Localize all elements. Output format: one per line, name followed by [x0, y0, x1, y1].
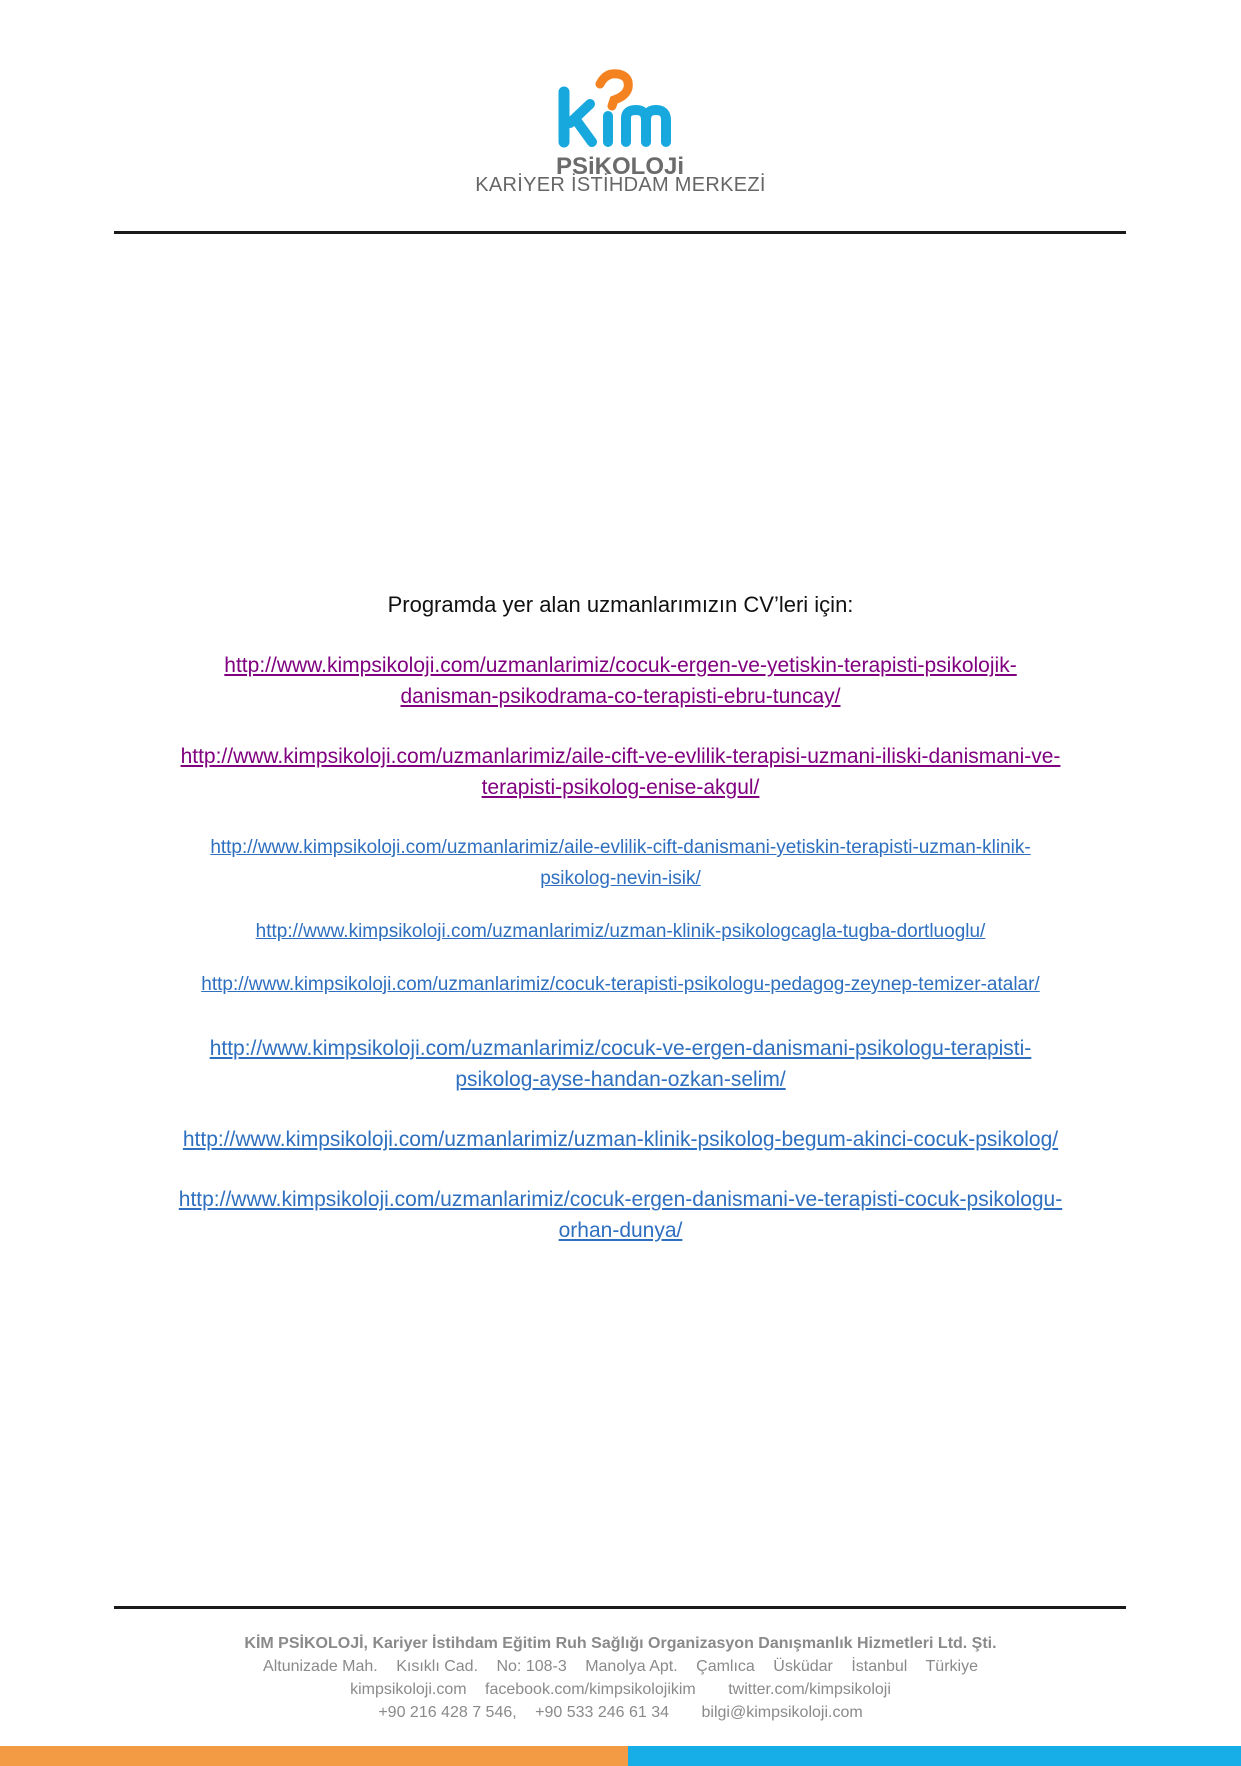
footer-social: [0, 1678, 1241, 1701]
footer-contact: [0, 1701, 1241, 1724]
footer-twitter: twitter.com/kimpsikoloji: [728, 1681, 891, 1698]
company-description: Kariyer İstihdam Eğitim Ruh Sağlığı Organizasyon Danışmanlık Hizmetleri Ltd. Şti.: [372, 1635, 997, 1652]
cv-link-enise-akgul[interactable]: [110, 741, 1131, 803]
link-line-1[interactable]: http://www.kimpsikoloji.com/uzmanlarimiz/aile-evlilik-cift-danismani-yetiskin-terapisti-uzman-klinik-: [210, 837, 1031, 858]
kim-psikoloji-logo: [540, 68, 720, 188]
link-line-1[interactable]: http://www.kimpsikoloji.com/uzmanlarimiz/cocuk-ve-ergen-danismani-psikologu-terapisti-: [209, 1037, 1032, 1060]
link-line-2[interactable]: psikolog-ayse-handan-ozkan-selim/: [455, 1068, 786, 1091]
link-line-2[interactable]: orhan-dunya/: [558, 1219, 683, 1242]
footer-info: [0, 1632, 1241, 1724]
header-subtitle: KARİYER İSTİHDAM MERKEZİ: [475, 174, 766, 196]
address-part: İstanbul: [851, 1658, 908, 1675]
intro-text: Programda yer alan uzmanlarımızın CV’leri için:: [387, 592, 854, 617]
address-part: Altunizade Mah.: [263, 1658, 378, 1675]
cv-link-zeynep-temizer-atalar[interactable]: [110, 969, 1131, 1000]
address-part: Türkiye: [925, 1658, 978, 1675]
cv-link-ayse-handan-ozkan-selim[interactable]: [110, 1033, 1131, 1095]
footer-phone-1: +90 216 428 7 546,: [378, 1704, 517, 1721]
link-line-1[interactable]: http://www.kimpsikoloji.com/uzmanlarimiz/aile-cift-ve-evlilik-terapisi-uzmani-iliski-danismani-ve-: [180, 745, 1061, 768]
footer-website: kimpsikoloji.com: [350, 1681, 467, 1698]
footer-company: [0, 1632, 1241, 1655]
footer-bar-orange: [0, 1746, 628, 1766]
address-part: No: 108-3: [496, 1658, 567, 1675]
logo-sub-text: PSiKOLOJi: [556, 153, 685, 180]
footer-bar-blue: [628, 1746, 1241, 1766]
link-line-1[interactable]: http://www.kimpsikoloji.com/uzmanlarimiz/cocuk-ergen-danismani-ve-terapisti-cocuk-psikologu-: [178, 1188, 1063, 1211]
link-line-2[interactable]: terapisti-psikolog-enise-akgul/: [481, 776, 760, 799]
footer-email: bilgi@kimpsikoloji.com: [701, 1704, 863, 1721]
footer-address: [0, 1655, 1241, 1678]
company-name: KİM PSİKOLOJİ,: [244, 1635, 368, 1652]
address-part: Çamlıca: [696, 1658, 755, 1675]
cv-link-begum-akinci[interactable]: [110, 1124, 1131, 1155]
cv-link-ebru-tuncay[interactable]: [110, 650, 1131, 712]
link-line-1[interactable]: http://www.kimpsikoloji.com/uzmanlarimiz/cocuk-ergen-ve-yetiskin-terapisti-psikolojik-: [224, 654, 1017, 677]
address-part: Üsküdar: [773, 1658, 833, 1675]
link-line-2[interactable]: psikolog-nevin-isik/: [540, 868, 701, 889]
link-line-1[interactable]: http://www.kimpsikoloji.com/uzmanlarimiz/uzman-klinik-psikologcagla-tugba-dortluoglu/: [255, 921, 986, 942]
company-logo: [540, 68, 720, 188]
cv-link-cagla-tugba-dortluoglu[interactable]: [110, 916, 1131, 947]
cv-link-orhan-dunya[interactable]: [110, 1184, 1131, 1246]
address-part: Manolya Apt.: [585, 1658, 678, 1675]
footer-divider: [114, 1606, 1126, 1609]
header-divider: [114, 231, 1126, 234]
link-line-1[interactable]: http://www.kimpsikoloji.com/uzmanlarimiz/uzman-klinik-psikolog-begum-akinci-cocuk-psikolog/: [182, 1128, 1059, 1151]
link-line-2[interactable]: danisman-psikodrama-co-terapisti-ebru-tuncay/: [400, 685, 841, 708]
footer-phone-2: +90 533 246 61 34: [535, 1704, 670, 1721]
footer-facebook: facebook.com/kimpsikolojikim: [485, 1681, 696, 1698]
link-line-1[interactable]: http://www.kimpsikoloji.com/uzmanlarimiz/cocuk-terapisti-psikologu-pedagog-zeynep-temizer-atalar/: [201, 974, 1040, 995]
cv-link-nevin-isik[interactable]: [110, 832, 1131, 894]
address-part: Kısıklı Cad.: [396, 1658, 479, 1675]
